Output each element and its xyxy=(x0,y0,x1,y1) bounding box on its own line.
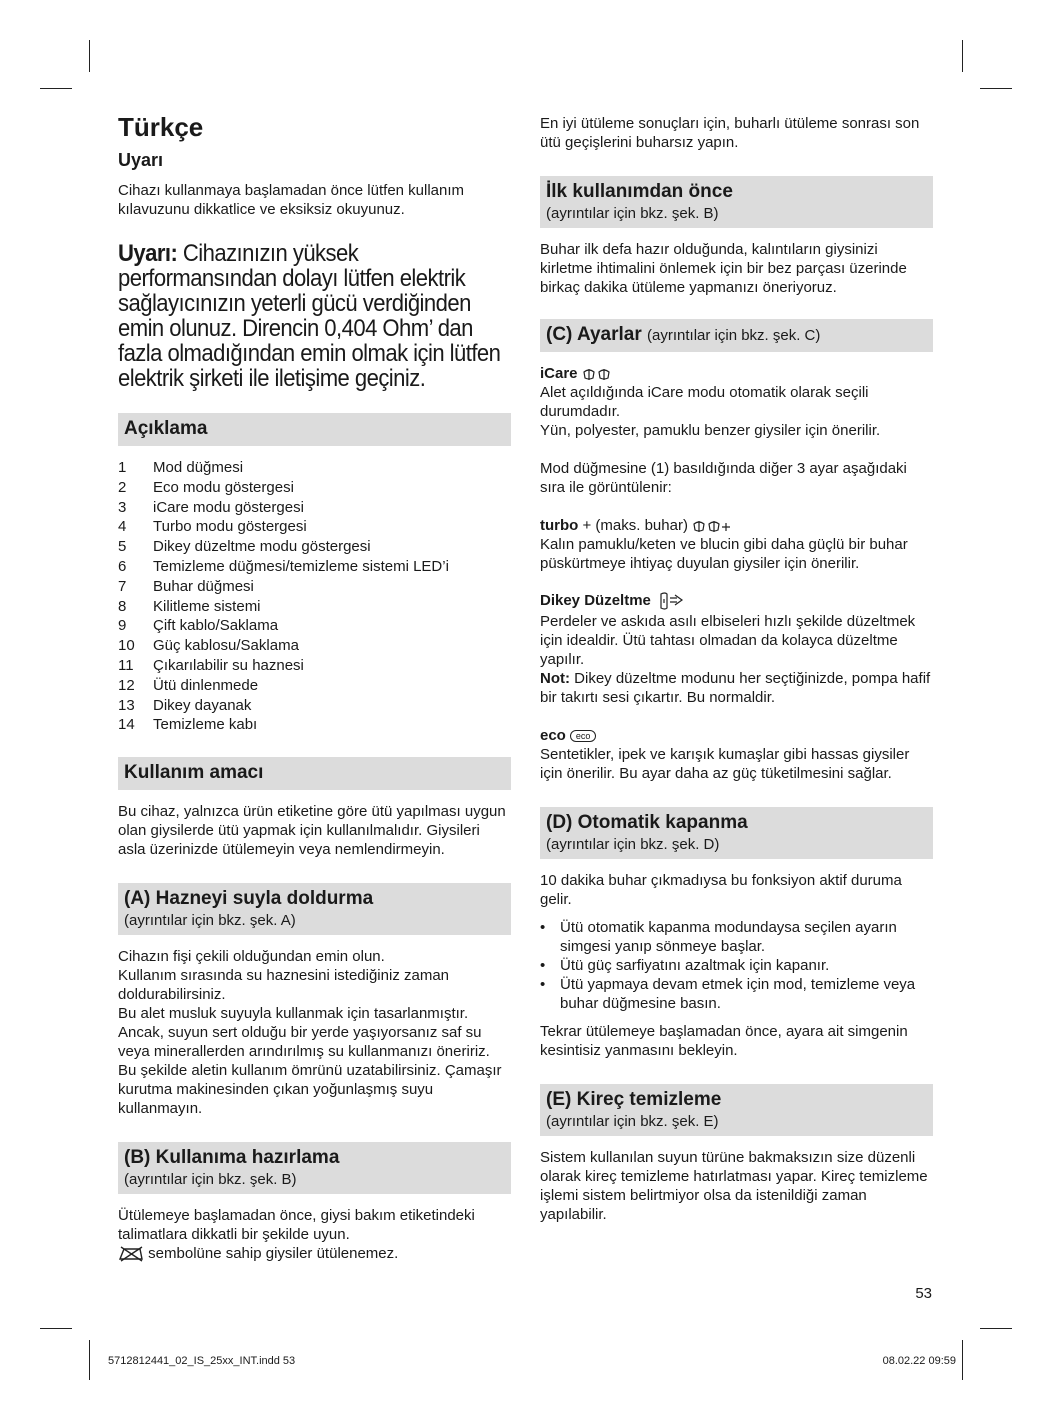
first-use-text: Buhar ilk defa hazır olduğunda, kalıntıların giysinizi kirletme ihtimalini önlemek için bir bez parçası üzerinde birkaç dakika ütüleme yapmanızı öneriyoruz. xyxy=(540,241,907,296)
list-item xyxy=(118,557,511,577)
part-number: 10 xyxy=(118,637,135,655)
list-item xyxy=(118,715,511,735)
crop-mark xyxy=(980,88,1012,89)
part-label: Mod düğmesi xyxy=(153,459,244,476)
part-label: Güç kablosu/Saklama xyxy=(153,637,299,655)
part-number: 13 xyxy=(118,696,135,714)
part-label: Çıkarılabilir su haznesi xyxy=(153,656,304,674)
note-label: Not: xyxy=(540,670,570,687)
parts-list xyxy=(118,458,511,735)
a-text-1: Cihazın fişi çekili olduğundan emin olun. xyxy=(118,948,385,966)
list-item xyxy=(118,616,511,636)
icare-label-line xyxy=(540,364,933,383)
a-text-3: Bu alet musluk suyuyla kullanmak için tasarlanmıştır. Ancak, suyun sert olduğu bir yerde yaşıyorsanız saf su veya minerallerden arındırılmış su kullanmanızı öneririz. Bu şekilde aletin kullanım ömrünü uzatabilirsiniz. Çamaşır kurutma makinesinden çıkan yoğunlaşmış suyu kullanmayın. xyxy=(118,1005,502,1118)
no-ironing-icon xyxy=(118,1246,144,1262)
d-bullet-list xyxy=(540,918,933,1013)
eco-text: Sentetikler, ipek ve karışık kumaşlar gibi hassas giysiler için önerilir. Bu ayar daha az güç tüketilmesini sağlar. xyxy=(540,746,910,782)
section-header-c xyxy=(540,319,933,352)
left-column xyxy=(118,112,511,1263)
eco-label: eco xyxy=(540,727,566,744)
list-item xyxy=(118,696,511,716)
mode-text: Mod düğmesine (1) basıldığında diğer 3 ayar aşağıdaki sıra ile görüntülenir: xyxy=(540,460,907,496)
part-label: Dikey dayanak xyxy=(153,696,252,714)
section-title: Açıklama xyxy=(124,418,208,439)
part-number: 6 xyxy=(118,557,127,575)
section-header-d xyxy=(540,807,933,859)
d-text: 10 dakika buhar çıkmadıysa bu fonksiyon aktif duruma gelir. xyxy=(540,872,902,908)
section-subtitle: (ayrıntılar için bkz. şek. B) xyxy=(124,1171,297,1189)
page-number: 53 xyxy=(915,1285,932,1302)
d-after-text: Tekrar ütülemeye başlamadan önce, ayara ait simgenin kesintisiz yanmasını bekleyin. xyxy=(540,1023,908,1059)
list-item xyxy=(118,636,511,656)
list-item xyxy=(118,498,511,518)
b-text-2 xyxy=(118,1244,511,1263)
part-number: 7 xyxy=(118,577,127,595)
part-label: Dikey düzeltme modu göstergesi xyxy=(153,538,371,556)
part-number: 3 xyxy=(118,498,127,516)
footer-date: 08.02.22 09:59 xyxy=(882,1355,956,1367)
turbo-label-line xyxy=(540,516,933,535)
b-text-1: Ütülemeye başlamadan önce, giysi bakım etiketindeki talimatlara dikkatli bir şekilde uyun. xyxy=(118,1207,475,1244)
b-text-2-label: sembolüne sahip giysiler ütülenemez. xyxy=(144,1245,399,1263)
part-label: Kilitleme sistemi xyxy=(153,597,261,615)
eco-label-line xyxy=(540,726,933,745)
turbo-label: turbo xyxy=(540,517,579,534)
crop-mark xyxy=(40,1328,72,1329)
usage-text: Bu cihaz, yalnızca ürün etiketine göre ütü yapılması uygun olan giysilerde ütü yapmak için kullanılmalıdır. Giysileri asla üzerinizde ütülemeyin veya nemlendirmeyin. xyxy=(118,803,506,859)
turbo-text: Kalın pamuklu/keten ve blucin gibi daha güçlü bir buhar püskürtmeye ihtiyaç duyulan giysiler için önerilir. xyxy=(540,536,908,572)
e-text: Sistem kullanılan suyun türüne bakmaksızın size düzenli olarak kireç temizleme hatırlatması yapar. Kireç temizleme işlemi sistem belirtmiyor olsa da istenildiği zaman yapılabilir. xyxy=(540,1149,928,1223)
c-title: (C) Ayarlar xyxy=(546,324,642,345)
section-title: İlk kullanımdan önce xyxy=(546,181,733,202)
section-subtitle: (ayrıntılar için bkz. şek. B) xyxy=(546,205,719,222)
list-item: • Ütü otomatik kapanma modundaysa seçilen ayarın simgesi yanıp sönmeye başlar. xyxy=(540,918,933,956)
part-number: 12 xyxy=(118,676,135,694)
a-text-2: Kullanım sırasında su haznesini istediğiniz zaman doldurabilirsiniz. xyxy=(118,967,450,1004)
list-item xyxy=(118,676,511,696)
part-label: iCare modu göstergesi xyxy=(153,498,304,516)
big-warning xyxy=(118,241,514,391)
section-title: (B) Kullanıma hazırlama xyxy=(124,1147,340,1169)
note-text xyxy=(540,669,933,707)
part-label: Çift kablo/Saklama xyxy=(153,617,279,635)
section-header-first-use xyxy=(540,176,933,228)
crop-mark xyxy=(962,1340,963,1380)
part-number: 11 xyxy=(118,656,134,674)
crop-mark xyxy=(980,1328,1012,1329)
part-number: 5 xyxy=(118,538,127,556)
list-item xyxy=(118,517,511,537)
list-item xyxy=(118,478,511,498)
part-number: 14 xyxy=(118,716,135,734)
icare-text-1: Alet açıldığında iCare modu otomatik olarak seçili durumdadır. xyxy=(540,384,869,420)
page-title: Türkçe xyxy=(118,112,204,142)
list-item xyxy=(118,458,511,478)
note-body: Dikey düzeltme modunu her seçtiğinizde, pompa hafif bir takırtı sesi çıkartır. Bu normaldir. xyxy=(540,670,931,706)
big-warning-text: Cihazınızın yüksek performansından dolayı lütfen elektrik sağlayıcınızın yeterli gücü verdiğinden emin olunuz. Direncin 0,404 Ohm’ dan fazla olmadığından emin olmak için lütfen elektrik şirketi ile iletişime geçiniz. xyxy=(118,240,501,392)
section-subtitle: (ayrıntılar için bkz. şek. D) xyxy=(546,836,720,853)
icare-text-2: Yün, polyester, pamuklu benzer giysiler için önerilir. xyxy=(540,422,881,439)
section-header-description xyxy=(118,413,511,446)
list-item xyxy=(118,597,511,617)
part-label: Temizleme kabı xyxy=(153,716,258,734)
part-label: Eco modu göstergesi xyxy=(153,478,294,496)
vertical-text: Perdeler ve askıda asılı elbiseleri hızlı şekilde düzeltmek için idealdir. Ütü tahtası olmadan da kolayca düzeltme yapılır. xyxy=(540,613,916,668)
intro-text: En iyi ütüleme sonuçları için, buharlı ütüleme sonrası son ütü geçişlerini buharsız yapın. xyxy=(540,115,920,151)
vertical-steam-icon xyxy=(655,590,689,612)
c-subtitle: (ayrıntılar için bkz. şek. C) xyxy=(647,327,821,344)
section-title: (D) Otomatik kapanma xyxy=(546,812,748,833)
eco-icon: eco xyxy=(570,730,597,742)
crop-mark xyxy=(40,88,72,89)
crop-mark xyxy=(89,1340,90,1380)
section-header-b xyxy=(118,1142,511,1194)
steam-icon xyxy=(582,366,612,382)
section-header-usage xyxy=(118,757,511,790)
part-number: 8 xyxy=(118,597,127,615)
list-item xyxy=(118,537,511,557)
warning-text: Cihazı kullanmaya başlamadan önce lütfen kullanım kılavuzunu dikkatlice ve eksiksiz okuyunuz. xyxy=(118,182,465,218)
list-item: • Ütü güç sarfiyatını azaltmak için kapanır. xyxy=(540,956,933,975)
section-title: (E) Kireç temizleme xyxy=(546,1089,722,1110)
warning-heading: Uyarı xyxy=(118,150,164,170)
section-title: Kullanım amacı xyxy=(124,762,264,784)
section-subtitle: (ayrıntılar için bkz. şek. A) xyxy=(124,912,296,930)
section-header-a xyxy=(118,883,511,935)
vertical-label-line xyxy=(540,590,933,612)
part-number: 2 xyxy=(118,478,127,496)
section-title xyxy=(546,323,927,347)
part-number: 4 xyxy=(118,518,127,536)
vertical-label: Dikey Düzeltme xyxy=(540,591,651,609)
part-label: Buhar düğmesi xyxy=(153,577,254,595)
crop-mark xyxy=(962,40,963,72)
list-item xyxy=(118,577,511,597)
part-label: Temizleme düğmesi/temizleme sistemi LED’i xyxy=(153,557,449,575)
section-subtitle: (ayrıntılar için bkz. şek. E) xyxy=(546,1113,719,1130)
list-item xyxy=(118,656,511,676)
turbo-extra: + (maks. buhar) xyxy=(578,517,693,534)
footer-file: 5712812441_02_IS_25xx_INT.indd 53 xyxy=(108,1355,296,1367)
part-number: 9 xyxy=(118,617,127,635)
right-column xyxy=(540,114,933,1224)
section-header-e xyxy=(540,1084,933,1136)
big-warning-label: Uyarı: xyxy=(118,240,178,267)
part-number: 1 xyxy=(118,459,127,476)
icare-label: iCare xyxy=(540,365,578,382)
crop-mark xyxy=(89,40,90,72)
turbo-steam-icon xyxy=(692,518,732,534)
section-title: (A) Hazneyi suyla doldurma xyxy=(124,888,374,910)
list-item: • Ütü yapmaya devam etmek için mod, temizleme veya buhar düğmesine basın. xyxy=(540,975,933,1013)
part-label: Ütü dinlenmede xyxy=(153,676,259,694)
part-label: Turbo modu göstergesi xyxy=(153,518,307,536)
